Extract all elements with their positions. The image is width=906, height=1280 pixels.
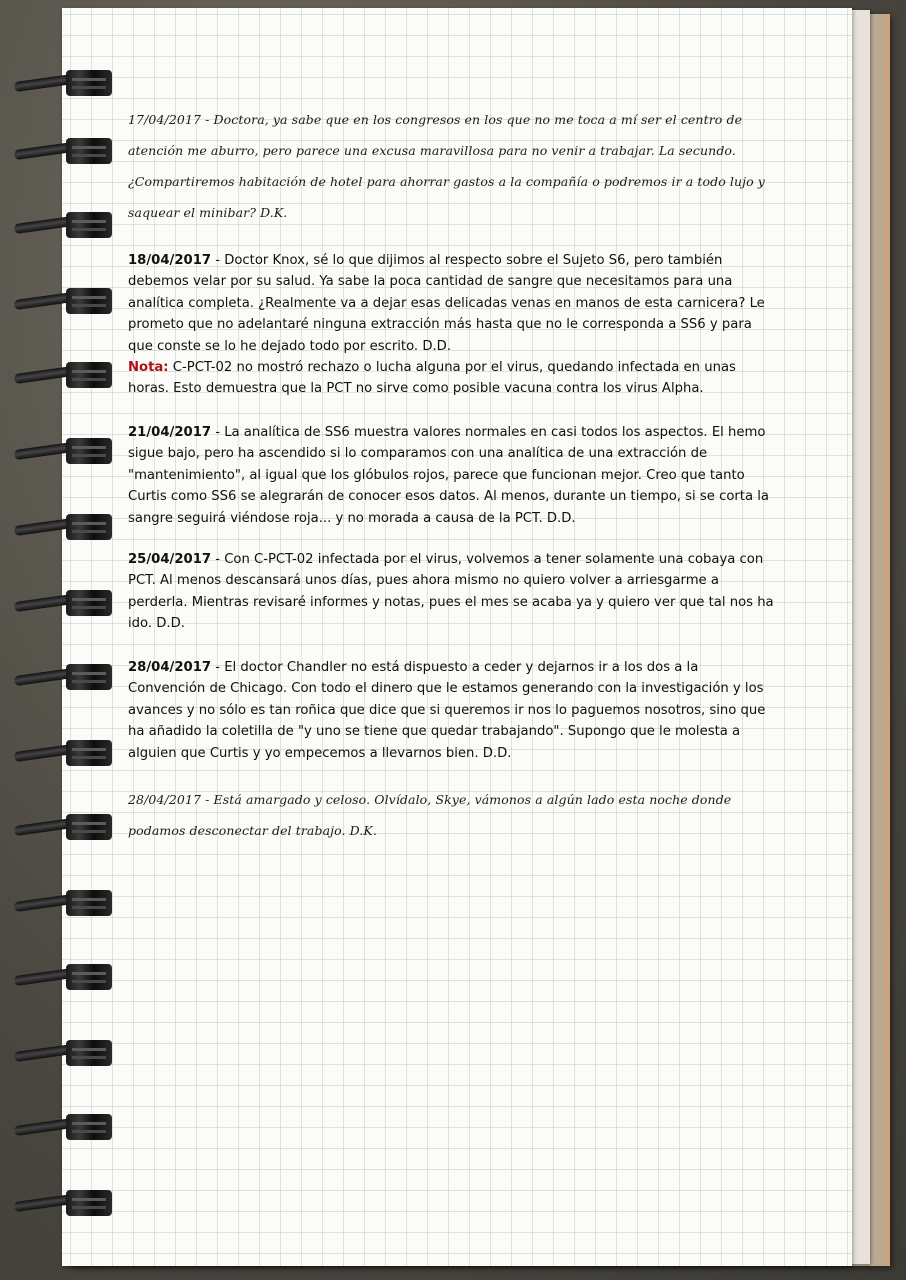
- journal-entry-dd: [128, 549, 776, 635]
- spiral-ring: [14, 1112, 104, 1142]
- spiral-ring: [14, 662, 104, 692]
- spiral-ring: [14, 512, 104, 542]
- spiral-ring: [14, 68, 104, 98]
- entry-date: 25/04/2017: [128, 552, 212, 567]
- spiral-ring: [14, 286, 104, 316]
- spiral-ring: [14, 888, 104, 918]
- entry-date: 21/04/2017: [128, 425, 212, 440]
- spiral-ring: [14, 812, 104, 842]
- spiral-ring: [14, 360, 104, 390]
- spiral-ring: [14, 1188, 104, 1218]
- note-text: C-PCT-02 no mostró rechazo o lucha alguna por el virus, quedando infectada en unas horas. Esto demuestra que la PCT no sirve como posible vacuna contra los virus Alpha.: [128, 360, 736, 397]
- note-label: Nota:: [128, 360, 169, 376]
- entry-date: 18/04/2017: [128, 253, 212, 268]
- entry-text: - Doctor Knox, sé lo que dijimos al respecto sobre el Sujeto S6, pero también debemos velar por su salud. Ya sabe la poca cantidad de sangre que necesitamos para una analítica completa. ¿Realmente va a dejar esas delicadas venas en manos de esta carnicera? Le prometo que no adelantaré ninguna extracción más hasta que no le corresponda a SS6 y para que conste se lo he dejado todo por escrito. D.D.: [128, 253, 765, 354]
- journal-entry-dd: [128, 657, 776, 764]
- entry-text: - La analítica de SS6 muestra valores normales en casi todos los aspectos. El hemo sigue bajo, pero ha ascendido si lo comparamos con una analítica de una extracción de "mantenimiento", al igual que los glóbulos rojos, parece que funcionan mejor. Creo que tanto Curtis como SS6 se alegrarán de conocer esos datos. Al menos, durante un tiempo, si se corta la sangre seguirá viéndose roja... y no morada a causa de la PCT. D.D.: [128, 425, 769, 526]
- spiral-ring: [14, 436, 104, 466]
- spiral-ring: [14, 136, 104, 166]
- journal-entry-dk: [128, 104, 776, 228]
- entry-date: 17/04/2017: [128, 112, 202, 127]
- spiral-ring: [14, 1038, 104, 1068]
- spiral-ring: [14, 962, 104, 992]
- entry-text: - Está amargado y celoso. Olvídalo, Skye, vámonos a algún lado esta noche donde podamos desconectar del trabajo. D.K.: [128, 792, 732, 838]
- entry-text: - Doctora, ya sabe que en los congresos en los que no me toca a mí ser el centro de atención me aburro, pero parece una excusa maravillosa para no venir a trabajar. La secundo. ¿Compartiremos habitación de hotel para ahorrar gastos a la compañía o podremos ir a todo lujo y saquear el minibar? D.K.: [128, 112, 765, 220]
- journal-entry-dk: [128, 784, 776, 846]
- journal-entry-dd: [128, 422, 776, 529]
- spiral-binding: [0, 0, 110, 1280]
- entry-text: - El doctor Chandler no está dispuesto a ceder y dejarnos ir a los dos a la Convención de Chicago. Con todo el dinero que le estamos generando con la investigación y los avances y no sólo es tan roñica que dice que si queremos ir nos lo paguemos nosotros, sino que ha añadido la coletilla de "y uno se tiene que quedar trabajando". Supongo que le molesta a alguien que Curtis y yo empecemos a llevarnos bien. D.D.: [128, 660, 766, 761]
- entry-date: 28/04/2017: [128, 660, 212, 675]
- entry-date: 28/04/2017: [128, 792, 202, 807]
- entry-text: - Con C-PCT-02 infectada por el virus, volvemos a tener solamente una cobaya con PCT. Al menos descansará unos días, pues ahora mismo no quiero volver a arriesgarme a perderla. Mientras revisaré informes y notas, pues el mes se acaba ya y quiero ver que tal nos ha ido. D.D.: [128, 552, 774, 632]
- spiral-ring: [14, 588, 104, 618]
- journal-entry-dd: [128, 250, 776, 400]
- spiral-ring: [14, 738, 104, 768]
- spiral-ring: [14, 210, 104, 240]
